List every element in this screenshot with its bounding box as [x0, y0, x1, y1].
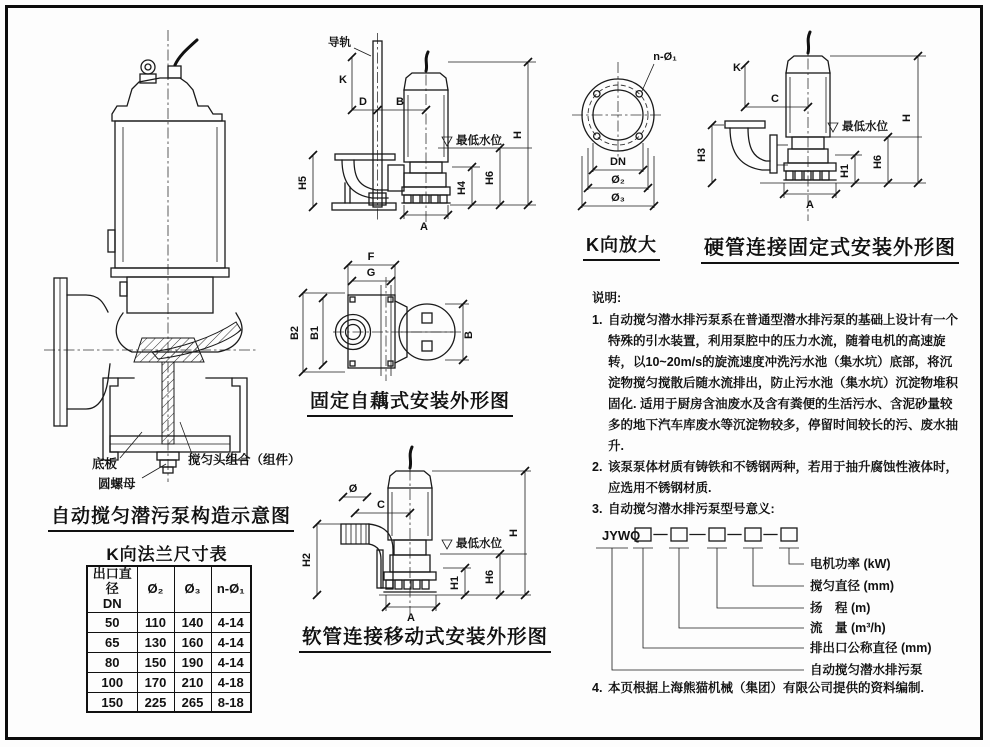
dim-h2: H2	[301, 552, 313, 568]
water-level-label: 最低水位	[456, 538, 502, 550]
dimensions	[289, 251, 475, 376]
coupling-frame	[348, 285, 395, 376]
pump-centerlines	[44, 30, 256, 482]
dim-c: C	[377, 499, 385, 511]
dim-d: D	[359, 96, 367, 108]
label-mixing-head: 搅匀头组合（组件）	[188, 453, 301, 467]
note-item-1	[592, 310, 964, 457]
legend-head: 扬 程 (m)	[810, 601, 871, 615]
dim-h3: H3	[696, 147, 708, 163]
legend-pump-type: 自动搅匀潜水排污泵	[810, 663, 923, 677]
model-number-legend	[592, 524, 960, 676]
power-cable	[168, 40, 197, 78]
note-text: 自动搅匀潜水排污泵型号意义:	[608, 502, 775, 516]
flange-table-header-row	[87, 566, 251, 612]
model-boxes	[635, 528, 797, 541]
model-legend-labels	[809, 556, 932, 677]
dim-h6: H6	[484, 170, 496, 186]
hose-installation-diagram	[295, 440, 550, 622]
flange-table	[86, 565, 252, 713]
pump-outline	[388, 52, 450, 203]
fixed-coupling-title: 固定自藕式安装外形图	[307, 386, 513, 417]
note-item-3	[592, 499, 964, 520]
note-number: 3.	[592, 502, 603, 516]
hard-pipe-installation-diagram	[696, 25, 956, 230]
legend-mixing-diameter: 搅匀直径 (mm)	[810, 579, 895, 593]
label-bottom-plate: 底板	[92, 457, 118, 471]
dim-b: B	[396, 96, 404, 108]
discharge-flange	[54, 278, 110, 426]
dim-h1: H1	[839, 163, 851, 179]
motor-casing	[108, 78, 229, 277]
dim-g: G	[366, 267, 376, 279]
dim-h4: H4	[456, 180, 468, 196]
water-level-label: 最低水位	[456, 135, 502, 147]
dim-h6: H6	[872, 154, 884, 170]
dim-b2: B2	[289, 325, 301, 341]
note-number: 4.	[592, 681, 603, 695]
dim-h6: H6	[484, 569, 496, 585]
pump-body-circle	[395, 301, 455, 363]
dim-f: F	[367, 251, 375, 263]
table-row: 65 130 160 4-14	[87, 632, 251, 652]
dim-h: H	[512, 131, 524, 139]
dim-b1: B1	[309, 325, 321, 341]
legend-flow: 流 量 (m³/h)	[810, 621, 886, 635]
water-level-mark	[440, 536, 527, 554]
elbow-pipe	[725, 121, 788, 173]
dimensions	[578, 143, 658, 210]
dim-c: C	[771, 93, 779, 105]
dim-dn: DN	[610, 156, 626, 168]
water-level-label: 最低水位	[842, 121, 888, 133]
table-row: 100 170 210 4-18	[87, 672, 251, 692]
pump-construction-diagram	[40, 12, 300, 500]
bolt-hole-callout	[642, 51, 677, 91]
label-n-phi1: n-Ø₁	[653, 51, 677, 63]
dim-h1: H1	[449, 575, 461, 591]
base-stand	[103, 378, 247, 460]
construction-title: 自动搅匀潜污泵构造示意图	[48, 501, 294, 532]
dim-phi2: Ø₂	[611, 174, 625, 186]
table-row: 80 150 190 4-14	[87, 652, 251, 672]
k-view-title: K向放大	[583, 231, 660, 261]
note-text: 该泵泵体材质有铸铁和不锈钢两种，若用于抽升腐蚀性液体时，应选用不锈钢材质.	[608, 460, 959, 495]
model-prefix: JYWQ	[602, 528, 641, 543]
dim-a: A	[420, 221, 428, 233]
dim-b-right: B	[463, 331, 475, 339]
fixed-coupling-top-view	[289, 243, 550, 383]
dim-k: K	[733, 62, 741, 74]
note-number: 1.	[592, 313, 603, 327]
label-guide-rail: 导轨	[328, 37, 351, 49]
hose-and-elbow	[341, 524, 393, 588]
note-text: 本页根据上海熊猫机械（集团）有限公司提供的资料编制.	[608, 681, 924, 695]
dim-h: H	[508, 529, 520, 537]
dim-a: A	[407, 612, 415, 624]
notes-section	[592, 288, 964, 699]
dim-k: K	[339, 74, 347, 86]
table-row: 50 110 140 4-14	[87, 612, 251, 632]
dim-phi: Ø	[348, 483, 358, 495]
rail-label	[328, 35, 371, 56]
legend-outlet-diameter: 排出口公称直径 (mm)	[810, 641, 932, 655]
note-item-4	[592, 678, 964, 699]
guide-rail	[369, 41, 386, 207]
legend-motor-power: 电机功率 (kW)	[810, 557, 891, 571]
model-legend-lines	[596, 548, 804, 670]
col-header-d2: Ø₂	[137, 566, 174, 612]
label-round-nut: 圆螺母	[98, 477, 136, 491]
col-header-dn: 出口直径 DN	[87, 566, 137, 612]
dim-a: A	[806, 199, 814, 211]
flange-table-title: K向法兰尺寸表	[106, 545, 228, 564]
dim-h5: H5	[297, 175, 309, 191]
note-number: 2.	[592, 460, 603, 474]
col-header-d3: Ø₃	[174, 566, 211, 612]
hose-title: 软管连接移动式安装外形图	[299, 621, 551, 653]
dim-h: H	[901, 114, 913, 122]
k-view-flange-diagram	[560, 30, 695, 230]
dim-phi3: Ø₃	[611, 192, 625, 204]
hard-pipe-title: 硬管连接固定式安装外形图	[701, 231, 959, 264]
construction-labels	[92, 422, 301, 491]
note-item-2	[592, 457, 964, 499]
col-header-n: n-Ø₁	[211, 566, 251, 612]
note-text: 自动搅匀潜水排污泵系在普通型潜水排污泵的基础上设计有一个特殊的引水装置，利用泵腔中的压力水流，随着电机的高速旋转，以10~20m/s的旋流速度冲洗污水池（集水坑）底部，将沉淀物搅匀搅散后随水流排出，防止污水池（集水坑）沉淀物堆积固化. 适用于厨房含油废水及含有粪便的生活污水、含泥砂量较多的地下汽车库废水等沉淀物较多，停留时间较长的污、废水抽升.	[608, 313, 959, 453]
notes-heading: 说明:	[592, 291, 622, 305]
table-row: 150 225 265 8-18	[87, 692, 251, 712]
guide-rail-installation-diagram	[297, 15, 550, 237]
